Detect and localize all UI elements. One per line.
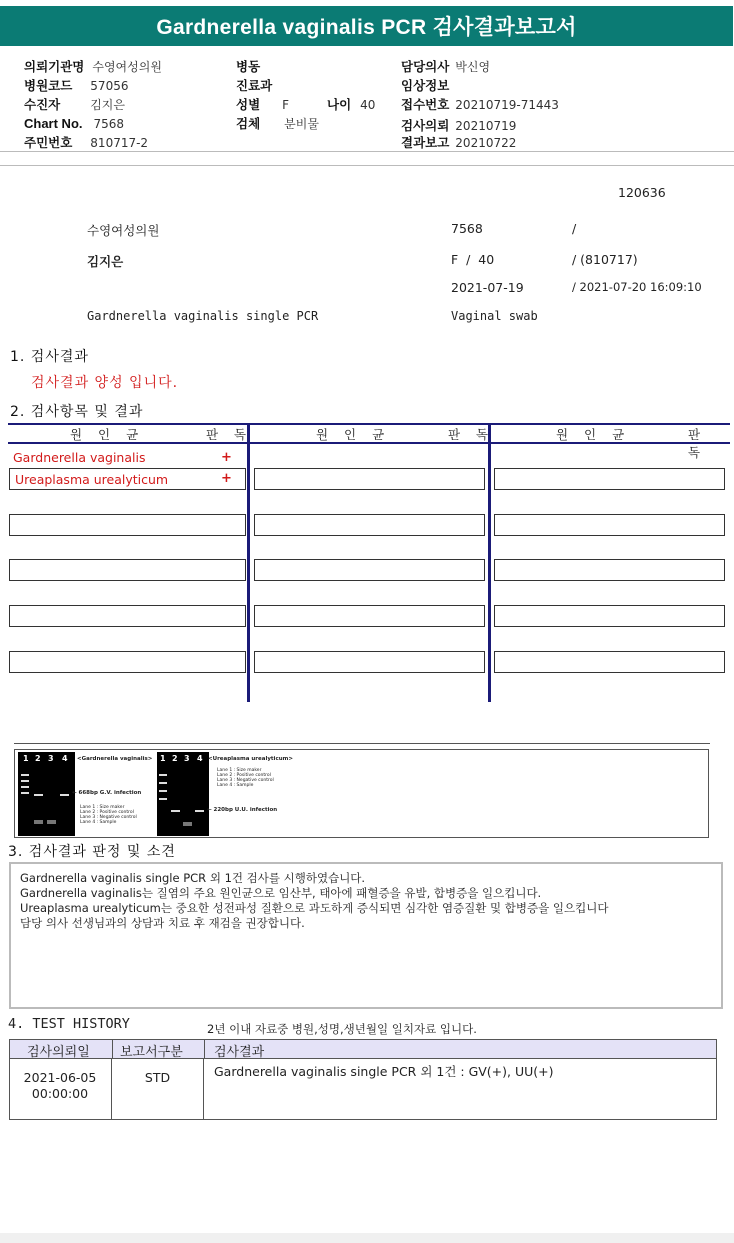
legend-line: Lane 2 : Positive control (217, 773, 271, 778)
header-ward (236, 57, 260, 75)
section4-heading: 4. TEST HISTORY (8, 1016, 130, 1032)
table-divider-2 (488, 423, 491, 702)
header-doctor (401, 57, 490, 75)
table-divider-1 (247, 423, 250, 702)
section2-heading: 2. 검사항목 및 결과 (10, 404, 144, 420)
remark-line: Ureaplasma urealyticum는 중요한 성전파성 질환으로 과도하게 증식되면 심각한 염증질환 및 합병증을 일으킵니다 (20, 901, 609, 915)
remark-line: Gardnerella vaginalis는 질염의 주요 원인균으로 임산부, 태아에 패혈증을 유발, 합병증을 일으킵니다. (20, 886, 542, 900)
age-label: 나이 (327, 97, 352, 112)
history-result: Gardnerella vaginalis single PCR 외 1건 : GV(+), UU(+) (214, 1064, 554, 1079)
age-value: 40 (360, 98, 376, 112)
legend-line: Lane 1 : Size maker (80, 805, 125, 810)
section1-result: 검사결과 양성 입니다. (31, 375, 179, 391)
legend-line: Lane 4 : Sample (80, 820, 117, 825)
empty-cell (494, 605, 725, 627)
marker-band (159, 790, 167, 792)
legend-line: Lane 4 : Sample (217, 783, 254, 788)
specimen-value: 분비물 (284, 117, 319, 131)
sample-band (60, 794, 69, 796)
header-sex (236, 95, 289, 113)
history-row-border (716, 1059, 717, 1120)
empty-cell (9, 651, 246, 673)
header-rule-1 (0, 151, 734, 152)
header-receipt (401, 95, 559, 113)
gel-left-photo (18, 752, 75, 836)
result-row-2-value: + (221, 471, 232, 486)
legend-line: Lane 3 : Negative control (217, 778, 274, 783)
receipt-value: 20210719-71443 (455, 98, 559, 112)
remark-line: Gardnerella vaginalis single PCR 외 1건 검사를 시행하였습니다. (20, 871, 366, 885)
header-code (24, 76, 128, 94)
history-col-divider (112, 1040, 113, 1058)
empty-cell (254, 605, 485, 627)
marker-band (159, 774, 167, 776)
header-age (327, 95, 375, 113)
empty-cell (254, 468, 485, 490)
empty-cell (494, 651, 725, 673)
result-row-1-value: + (221, 450, 232, 465)
primer-band (183, 822, 192, 826)
lane-label: 1 (23, 754, 29, 763)
col2-judgement: 판 독 (448, 427, 495, 442)
lane-label: 2 (172, 754, 178, 763)
history-date-cell (9, 1070, 111, 1102)
header-rule-2 (0, 165, 734, 166)
header-report (401, 133, 516, 151)
primer-band (47, 820, 56, 824)
gel-image-panel (14, 749, 709, 838)
info-patient: 김지은 (87, 254, 124, 269)
empty-cell (9, 559, 246, 581)
col2-organism: 원 인 균 (316, 427, 391, 442)
header-patient (24, 95, 125, 113)
history-col-date: 검사의뢰일 (27, 1045, 90, 1060)
code-value: 57056 (90, 79, 129, 93)
result-row-2 (9, 468, 246, 490)
section1-heading: 1. 검사결과 (10, 349, 89, 365)
empty-cell (494, 559, 725, 581)
report-title: Gardnerella vaginalis PCR 검사결과보고서 (0, 6, 733, 46)
lane-label: 4 (197, 754, 203, 763)
marker-band (21, 792, 29, 794)
lane-label: 3 (48, 754, 54, 763)
history-time: 00:00:00 (31, 1086, 89, 1101)
history-col-result: 검사결과 (214, 1045, 265, 1060)
gel-right-legend (217, 768, 274, 788)
patient-label: 수진자 (24, 97, 61, 112)
history-note: 2년 이내 자료중 병원,성명,생년월일 일치자료 입니다. (207, 1022, 477, 1036)
info-chart: 7568 (451, 221, 483, 236)
info-sex-age: F / 40 (451, 252, 495, 267)
col1-organism: 원 인 균 (70, 427, 145, 442)
report-label: 결과보고 (401, 135, 450, 150)
info-slash: / (572, 221, 577, 236)
result-row-1-name: Gardnerella vaginalis (13, 450, 146, 465)
receipt-label: 접수번호 (401, 97, 450, 112)
empty-cell (494, 514, 725, 536)
info-specimen: Vaginal swab (451, 309, 538, 323)
info-request-date: 2021-07-19 (451, 280, 524, 295)
col3-organism: 원 인 균 (556, 427, 631, 442)
info-hospital: 수영여성의원 (87, 223, 160, 238)
remark-line: 담당 의사 선생님과의 상담과 치료 후 재검을 권장합니다. (20, 916, 305, 930)
hospital-value: 수영여성의원 (92, 60, 162, 74)
marker-band (21, 780, 29, 782)
gel-right-title: <Ureaplasma urealyticum> (208, 756, 293, 762)
legend-line: Lane 2 : Positive control (80, 810, 134, 815)
history-col-divider (111, 1059, 112, 1120)
history-col-divider (204, 1040, 205, 1058)
header-ssn (24, 133, 148, 151)
empty-cell (254, 651, 485, 673)
ssn-value: 810717-2 (90, 136, 149, 150)
sample-band (195, 810, 204, 812)
ward-label: 병동 (236, 59, 261, 74)
header-request (401, 116, 516, 134)
lane-label: 2 (35, 754, 41, 763)
gel-left-legend (80, 805, 137, 825)
doctor-label: 담당의사 (401, 59, 450, 74)
sex-label: 성별 (236, 97, 261, 112)
hospital-label: 의뢰기관명 (24, 59, 85, 74)
col1-judgement: 판 독 (206, 427, 253, 442)
positive-band (171, 810, 180, 812)
remarks-box (9, 862, 723, 1009)
info-report-datetime: / 2021-07-20 16:09:10 (572, 280, 702, 294)
lane-label: 1 (160, 754, 166, 763)
info-test-name: Gardnerella vaginalis single PCR (87, 309, 319, 323)
patient-value: 김지은 (90, 98, 125, 112)
empty-cell (254, 559, 485, 581)
chart-value: 7568 (93, 117, 125, 131)
result-row-2-name: Ureaplasma urealyticum (15, 472, 169, 487)
doctor-value: 박신영 (455, 60, 491, 74)
report-value: 20210722 (455, 136, 517, 150)
col3-judgement: 판 독 (688, 427, 707, 460)
marker-band (21, 786, 29, 788)
ssn-label: 주민번호 (24, 135, 73, 150)
specimen-label: 검체 (236, 116, 261, 131)
gel-top-rule (14, 743, 710, 744)
info-birth: / (810717) (572, 252, 638, 267)
gel-right-photo (157, 752, 209, 836)
marker-band (21, 774, 29, 776)
gel-left-band-label: ← 668bp G.V. infection (72, 790, 142, 796)
chart-label: Chart No. (24, 116, 83, 131)
history-col-type: 보고서구분 (120, 1045, 183, 1060)
empty-cell (9, 514, 246, 536)
history-header (9, 1039, 717, 1059)
sex-value: F (282, 98, 290, 112)
clinical-label: 임상정보 (401, 78, 450, 93)
lane-label: 4 (62, 754, 68, 763)
gel-left-title: <Gardnerella vaginalis> (77, 756, 153, 762)
history-row (9, 1059, 717, 1120)
dept-label: 진료과 (236, 78, 273, 93)
request-label: 검사의뢰 (401, 118, 450, 133)
primer-band (34, 820, 43, 824)
page-bottom-bar (0, 1233, 734, 1243)
header-specimen (236, 114, 319, 132)
history-date: 2021-06-05 (23, 1070, 97, 1085)
gel-right-band-label: ← 220bp U.U. infection (207, 807, 278, 813)
id-number: 120636 (618, 185, 666, 200)
header-clinical (401, 76, 449, 94)
empty-cell (254, 514, 485, 536)
header-dept (236, 76, 272, 94)
empty-cell (494, 468, 725, 490)
header-chart (24, 116, 124, 131)
history-type: STD (144, 1070, 171, 1085)
positive-band (34, 794, 43, 796)
section3-heading: 3. 검사결과 판정 및 소견 (8, 844, 176, 860)
marker-band (159, 798, 167, 800)
legend-line: Lane 3 : Negative control (80, 815, 137, 820)
empty-cell (9, 605, 246, 627)
history-col-divider (203, 1059, 204, 1120)
lane-label: 3 (184, 754, 190, 763)
code-label: 병원코드 (24, 78, 73, 93)
legend-line: Lane 1 : Size maker (217, 768, 262, 773)
header-hospital (24, 57, 162, 75)
request-value: 20210719 (455, 119, 517, 133)
marker-band (159, 782, 167, 784)
